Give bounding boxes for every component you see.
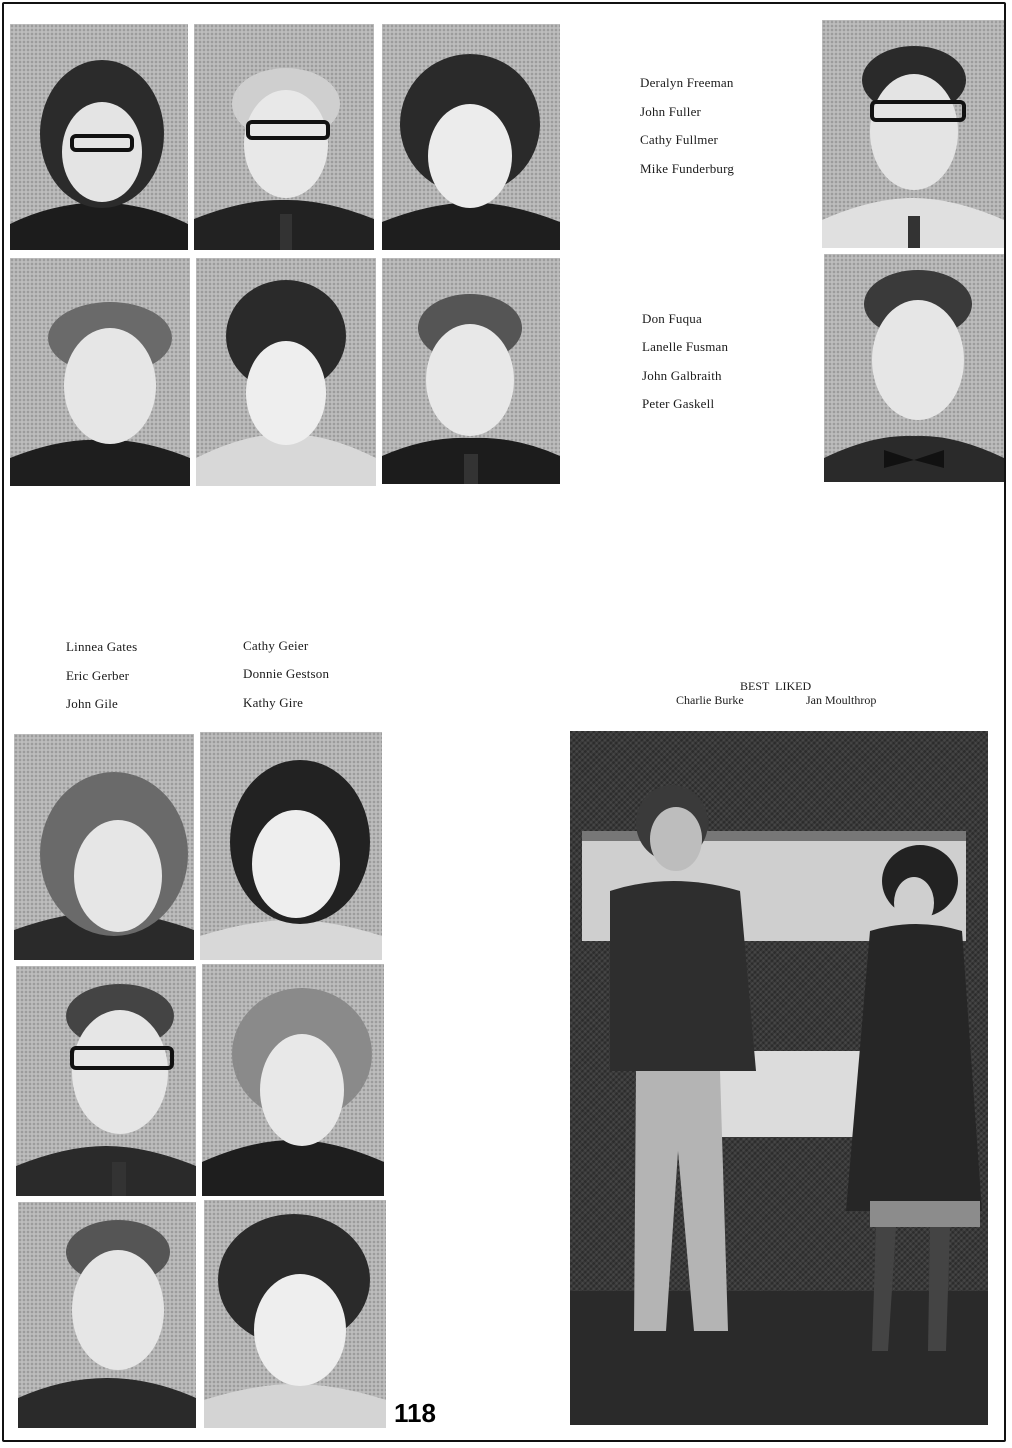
portrait-photo (194, 24, 374, 250)
student-name: John Fuller (640, 104, 702, 119)
portrait-photo (382, 258, 560, 484)
student-name: Cathy Fullmer (640, 132, 719, 147)
best-liked-photo (570, 731, 988, 1425)
student-name: Linnea Gates (66, 639, 138, 654)
best-liked-name-right: Jan Moulthrop (806, 693, 877, 707)
portrait-photo (14, 734, 194, 960)
student-name: Eric Gerber (66, 668, 130, 683)
student-name: John Galbraith (642, 368, 722, 383)
portrait-photo (18, 1202, 196, 1428)
student-name: Deralyn Freeman (640, 75, 734, 90)
portrait-photo (10, 24, 188, 250)
student-name: Cathy Geier (243, 638, 309, 653)
portrait-photo (10, 258, 190, 486)
portrait-photo (16, 966, 196, 1196)
student-name: Mike Funderburg (640, 161, 735, 176)
page-number: 118 (394, 1398, 436, 1428)
portrait-photo (200, 732, 382, 960)
best-liked-heading: BEST LIKED (740, 679, 812, 693)
portrait-photo (202, 964, 384, 1196)
portrait-photo (822, 20, 1004, 248)
student-name: Kathy Gire (243, 695, 304, 710)
portrait-photo (824, 254, 1004, 482)
portrait-photo (382, 24, 560, 250)
student-name: Don Fuqua (642, 311, 702, 326)
portrait-photo (196, 258, 376, 486)
portrait-photo (204, 1200, 386, 1428)
student-name: Peter Gaskell (642, 396, 715, 411)
student-name: John Gile (66, 696, 118, 711)
best-liked-name-left: Charlie Burke (676, 693, 744, 707)
student-name: Donnie Gestson (243, 666, 330, 681)
student-name: Lanelle Fusman (642, 339, 729, 354)
